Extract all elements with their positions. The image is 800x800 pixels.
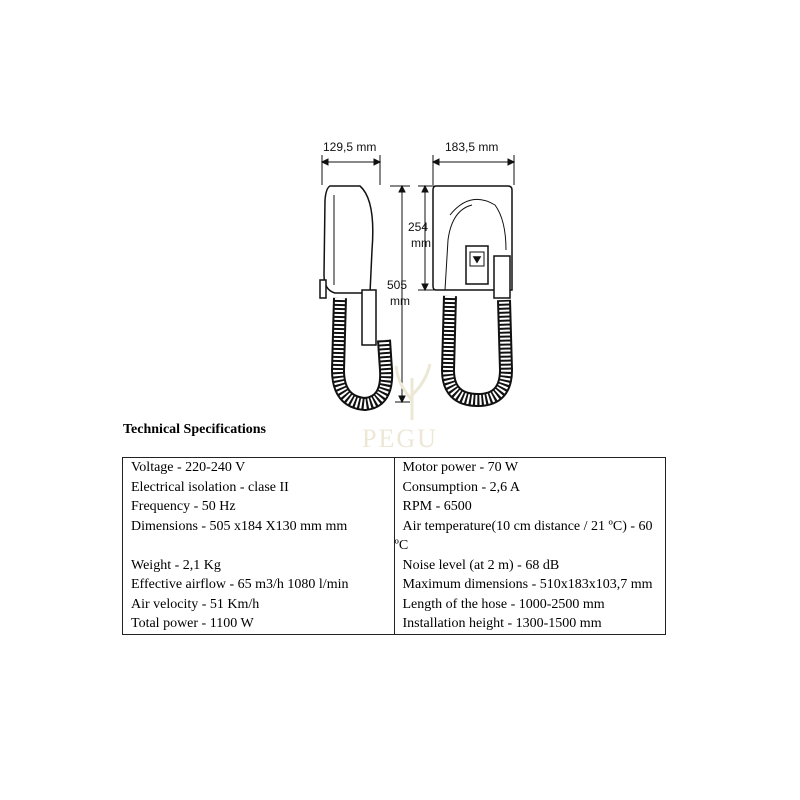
front-view [433, 186, 512, 400]
spec-cell: Effective airflow - 65 m3/h 1080 l/min [123, 575, 395, 595]
side-width-label: 129,5 mm [323, 140, 377, 154]
spec-cell: Installation height - 1300-1500 mm [394, 614, 666, 634]
table-row [123, 517, 666, 556]
spec-cell: RPM - 6500 [394, 497, 666, 517]
table-row [123, 556, 666, 576]
spec-cell: Noise level (at 2 m) - 68 dB [394, 556, 666, 576]
side-view [320, 186, 386, 404]
spec-cell: Voltage - 220-240 V [123, 458, 395, 478]
body-height-value: 254 [408, 220, 429, 234]
spec-cell: Frequency - 50 Hz [123, 497, 395, 517]
side-width-dimension [322, 155, 380, 185]
spec-cell: Weight - 2,1 Kg [123, 556, 395, 576]
front-width-dimension [433, 155, 514, 185]
total-height-unit: mm [390, 294, 410, 308]
body-height-unit: mm [411, 236, 431, 250]
spec-cell: Length of the hose - 1000-2500 mm [394, 595, 666, 615]
spec-cell: Dimensions - 505 x184 X130 mm mm [123, 517, 395, 556]
front-width-label: 183,5 mm [445, 140, 499, 154]
spec-cell: Air velocity - 51 Km/h [123, 595, 395, 615]
total-height-value: 505 [387, 278, 408, 292]
table-row [123, 575, 666, 595]
spec-cell: Consumption - 2,6 A [394, 478, 666, 498]
spec-cell: Motor power - 70 W [394, 458, 666, 478]
spec-cell: Electrical isolation - clase II [123, 478, 395, 498]
table-row [123, 497, 666, 517]
table-row [123, 595, 666, 615]
watermark-text: PEGU [362, 424, 438, 453]
spec-cell: Air temperature(10 cm distance / 21 ºC) - 60 ºC [394, 517, 666, 556]
spec-cell: Maximum dimensions - 510x183x103,7 mm [394, 575, 666, 595]
specs-title: Technical Specifications [123, 422, 266, 437]
table-row [123, 458, 666, 478]
watermark-emblem [396, 364, 430, 420]
table-row [123, 478, 666, 498]
spec-cell: Total power - 1100 W [123, 614, 395, 634]
table-row [123, 614, 666, 634]
specs-table [122, 457, 666, 635]
